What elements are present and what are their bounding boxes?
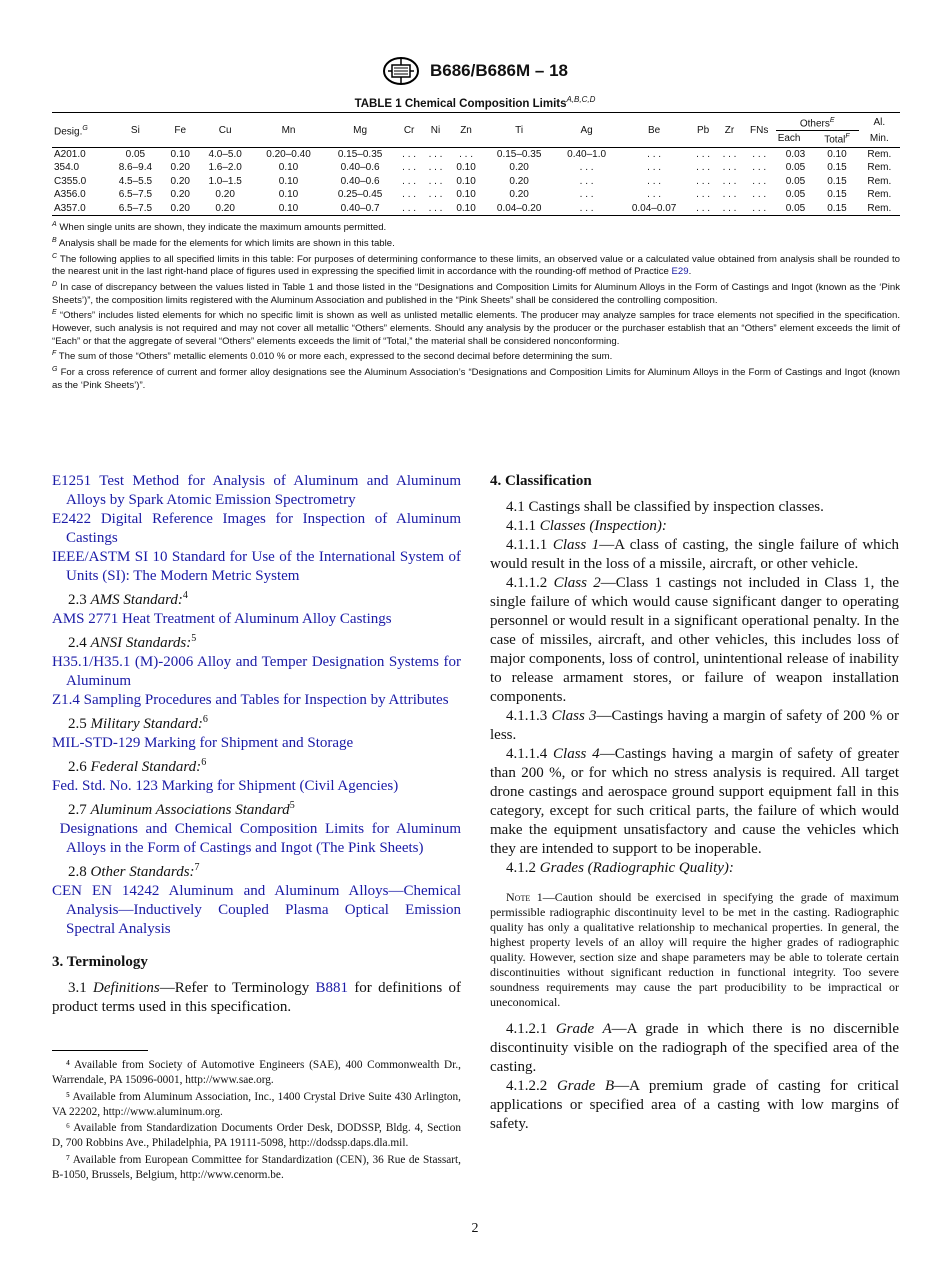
composition-cell: . . .	[696, 148, 711, 160]
composition-cell: 0.10	[456, 202, 476, 214]
ieee-si10-link[interactable]: IEEE/ASTM SI 10	[52, 549, 168, 565]
col-others: Others$^E$	[776, 113, 859, 131]
col-element: Ag	[580, 124, 593, 136]
col-element: Pb	[696, 124, 710, 136]
col-element: Fe	[174, 124, 187, 136]
composition-cell: 0.05	[785, 189, 806, 201]
section-3-heading: 3. Terminology	[52, 954, 148, 970]
composition-cell: 0.05	[125, 148, 146, 160]
footnote-4: ⁴ Available from Society of Automotive Engineers (SAE), 400 Commonwealth Dr., Warrendale, PA 15096-0001, http://www.sae.org.	[52, 1059, 461, 1087]
alloy-designation-cell: A201.0	[54, 148, 86, 160]
section-4-1: 4.1 Castings shall be classified by inspection classes.	[506, 499, 824, 515]
alloy-designation-cell: C355.0	[54, 175, 87, 187]
alloy-designation-cell: 354.0	[54, 162, 80, 174]
composition-cell: 0.25–0.45	[337, 189, 383, 201]
composition-cell: . . .	[696, 202, 711, 214]
right-column	[490, 472, 899, 1134]
col-element: Zn	[460, 124, 472, 136]
reference-z14: Z1.4 Sampling Procedures and Tables for Inspection by Attributes	[52, 692, 449, 708]
reference-ams-2771: AMS 2771 Heat Treatment of Aluminum Alloy Castings	[52, 611, 392, 627]
footnote-7: ⁷ Available from European Committee for Standardization (CEN), 36 Rue de Stassart, B-1050, Brussels, Belgium, http://www.cenorm.be.	[52, 1153, 461, 1182]
section-4-1-2-2: 4.1.2.2 Grade B—A premium grade of casting for critical applications or specified area of a casting with low margins of safety.	[490, 1078, 899, 1132]
composition-cell: Rem.	[867, 148, 892, 160]
composition-cell: . . .	[579, 202, 594, 214]
footnotes	[52, 1058, 461, 1184]
section-2-8: 2.8 Other Standards:$^7$	[68, 862, 200, 880]
col-element: Cr	[403, 124, 415, 136]
table-footnotes	[52, 219, 900, 392]
composition-cell: . . .	[402, 202, 417, 214]
page-header	[0, 56, 950, 86]
col-element: Be	[647, 124, 661, 136]
alloy-designation-cell: A356.0	[54, 189, 86, 201]
section-4-1-2: 4.1.2 Grades (Radiographic Quality):	[506, 860, 734, 876]
composition-cell: . . .	[752, 202, 767, 214]
composition-cell: 0.20	[509, 162, 529, 174]
composition-cell: 0.10	[456, 162, 476, 174]
composition-cell: 0.10	[170, 148, 190, 160]
composition-cell: 0.20	[170, 162, 190, 174]
section-4-1-2-1: 4.1.2.1 Grade A—A grade in which there is no discernible discontinuity visible on the radiograph of the specified area of the casting.	[490, 1021, 900, 1075]
table-row	[52, 161, 900, 175]
composition-cell: . . .	[402, 148, 417, 160]
footnote-divider	[52, 1050, 148, 1051]
composition-cell: . . .	[752, 175, 767, 187]
composition-cell: 0.15	[827, 189, 847, 201]
composition-cell: 1.0–1.5	[208, 175, 242, 187]
chemical-composition-table	[52, 112, 900, 216]
table-title: TABLE 1 Chemical Composition Limits$^{A,B,C,D}$	[354, 95, 596, 110]
composition-cell: . . .	[647, 189, 662, 201]
col-al-min: Min.	[869, 132, 889, 144]
footnote-6: ⁶ Available from Standardization Documents Order Desk, DODSSP, Bldg. 4, Section D, 700 Robbins Ave., Philadelphia, PA 19111-5098, http://dodssp.daps.dla.mil.	[52, 1122, 461, 1150]
composition-cell: . . .	[696, 189, 711, 201]
col-element: Ti	[515, 124, 524, 136]
section-4-heading: 4. Classification	[490, 473, 592, 489]
composition-cell: . . .	[722, 202, 737, 214]
composition-cell: 0.20	[509, 189, 529, 201]
composition-cell: . . .	[722, 175, 737, 187]
composition-cell: 0.05	[785, 202, 806, 214]
composition-cell: . . .	[647, 148, 662, 160]
composition-cell: . . .	[696, 162, 711, 174]
composition-cell: 0.40–0.7	[340, 202, 380, 214]
composition-cell: . . .	[428, 202, 443, 214]
composition-cell: . . .	[752, 189, 767, 201]
composition-cell: . . .	[722, 189, 737, 201]
composition-cell: . . .	[402, 189, 417, 201]
composition-cell: . . .	[428, 175, 443, 187]
table-row	[52, 175, 900, 189]
col-element: Mg	[353, 124, 368, 136]
composition-cell: . . .	[752, 162, 767, 174]
table-note-d: $^D$ In case of discrepancy between the values listed in Table 1 and those listed in the “Designations and Composition Limits for Aluminum Alloys in the Form of Castings and Ingot (known as the ‘Pink Sheets’)”, the composition limits registered with the Aluminum Association and published in the “Pink Sheets” shall be considered the controlling composition.	[52, 280, 900, 306]
composition-cell: . . .	[428, 189, 443, 201]
composition-cell: 0.20	[170, 189, 190, 201]
composition-cell: . . .	[647, 162, 662, 174]
composition-cell: 0.10	[278, 175, 299, 187]
composition-cell: 0.20	[215, 189, 235, 201]
astm-logo-icon	[382, 56, 420, 86]
composition-cell: 1.6–2.0	[208, 162, 242, 174]
b881-link[interactable]: B881	[315, 980, 349, 996]
composition-cell: 0.10	[278, 189, 299, 201]
composition-cell: 0.40–1.0	[567, 148, 607, 160]
composition-cell: 0.40–0.6	[340, 162, 380, 174]
table-note-f: $^F$ The sum of those “Others” metallic elements 0.010 % or more each, expressed to the second decimal before determining the sum.	[52, 350, 613, 363]
col-desig: Desig.$^G$	[54, 125, 88, 138]
composition-cell: 0.40–0.6	[340, 175, 380, 187]
table-row	[52, 202, 900, 216]
reference-e2422: E2422 Digital Reference Images for Inspection of Aluminum Castings	[52, 511, 462, 546]
section-2-6: 2.6 Federal Standard:$^6$	[68, 757, 207, 775]
composition-cell: 0.05	[785, 162, 806, 174]
composition-cell: Rem.	[867, 202, 892, 214]
composition-cell: 0.10	[456, 189, 476, 201]
composition-cell: 8.6–9.4	[118, 162, 153, 174]
composition-cell: 0.15–0.35	[337, 148, 383, 160]
composition-cell: 0.15	[827, 162, 847, 174]
document-designation: B686/B686M – 18	[430, 61, 568, 80]
composition-cell: 0.04–0.20	[496, 202, 542, 214]
composition-cell: 0.10	[456, 175, 476, 187]
section-4-1-1-3: 4.1.1.3 Class 3—Castings having a margin of safety of 200 % or less.	[490, 708, 899, 743]
composition-cell: 0.10	[278, 202, 299, 214]
aa-pink-sheets-link[interactable]: Designations and Chemical Composition Limits for Aluminum Alloys in the Form of Castings and Ingot (The Pink Sheets)	[59, 821, 462, 856]
composition-cell: . . .	[647, 175, 662, 187]
reference-aa-pink-sheets	[52, 820, 461, 858]
composition-cell: 0.15	[827, 175, 847, 187]
section-2-7: 2.7 Aluminum Associations Standard$^5$	[68, 800, 295, 818]
col-others-each: Each	[777, 132, 801, 144]
composition-cell: 4.5–5.5	[118, 175, 153, 187]
h35-link[interactable]: H35.1/H35.1 (M)-2006	[52, 654, 194, 670]
ams-2771-link[interactable]: AMS 2771	[52, 611, 119, 627]
composition-cell: . . .	[428, 148, 443, 160]
section-3-1: 3.1 Definitions—Refer to Terminology B881 for definitions of product terms used in this specification.	[52, 980, 462, 1015]
cen-en-14242-link[interactable]: CEN EN 14242	[52, 883, 160, 899]
reference-mil-std-129: MIL-STD-129 Marking for Shipment and Storage	[52, 735, 354, 751]
section-4-1-1-4: 4.1.1.4 Class 4—Castings having a margin of safety of greater than 200 %, or for which no stress analysis is required. All target drone castings and aerospace ground support equipment fall in this category, except for such critical parts, the failure of which would make the equipment unsatisfactory and cause the vehicles which they are intended to support to be inoperable.	[490, 746, 900, 857]
composition-cell: 0.20	[170, 175, 190, 187]
composition-cell: 0.20	[509, 175, 529, 187]
composition-cell: . . .	[428, 162, 443, 174]
composition-cell: 0.10	[278, 162, 299, 174]
reference-e1251: E1251 Test Method for Analysis of Aluminum and Aluminum Alloys by Spark Atomic Emission Spectrometry	[52, 473, 461, 508]
page-number: 2	[471, 1221, 479, 1236]
mil-std-129-link[interactable]: MIL-STD-129	[52, 735, 141, 751]
col-element: Ni	[430, 124, 441, 136]
z14-link[interactable]: Z1.4	[52, 692, 80, 708]
composition-cell: 0.20	[170, 202, 190, 214]
e2422-link[interactable]: E2422	[52, 511, 92, 527]
composition-cell: 0.20	[215, 202, 235, 214]
section-2-3: 2.3 AMS Standard:$^4$	[68, 590, 188, 608]
alloy-designation-cell: A357.0	[54, 202, 86, 214]
composition-cell: 0.03	[785, 148, 806, 160]
col-element: Zr	[724, 124, 735, 136]
composition-cell: . . .	[579, 189, 594, 201]
composition-cell: 0.20–0.40	[266, 148, 311, 160]
footnote-5: ⁵ Available from Aluminum Association, Inc., 1400 Crystal Drive Suite 430 Arlington, VA 22202, http://www.aluminum.org.	[52, 1090, 461, 1118]
table-note-e: $^E$ “Others” includes listed elements for which no specific limit is shown as well as unlisted metallic elements. The producer may analyze samples for trace elements not specified in the specification. However, such analysis is not required and may not cover all metallic “Others” elements. Should any analysis by the producer or the purchaser establish that an “Others” element exceeds the limit of “Each” or that the aggregate of several “Others” elements exceeds the limit of “Total,” the material shall be considered nonconforming.	[52, 309, 900, 347]
table-note-b: $^B$ Analysis shall be made for the elements for which limits are shown in this table.	[52, 236, 395, 249]
composition-cell: . . .	[722, 162, 737, 174]
composition-cell: 0.10	[827, 148, 847, 160]
e1251-link[interactable]: E1251	[52, 473, 92, 489]
composition-cell: Rem.	[867, 189, 892, 201]
composition-cell: 4.0–5.0	[208, 148, 242, 160]
table-note-g: $^G$ For a cross reference of current and former alloy designations see the Aluminum Association’s “Designations and Composition Limits for Aluminum Alloys in the Form of Castings and Ingot (known as the ‘Pink Sheets’)”.	[52, 366, 900, 391]
col-element: Mn	[281, 124, 296, 136]
col-others-total: Total$^F$	[824, 133, 850, 146]
col-element: Si	[130, 124, 140, 136]
composition-cell: . . .	[402, 162, 417, 174]
col-al: Al.	[873, 116, 886, 128]
composition-cell: . . .	[579, 162, 594, 174]
reference-h35: H35.1/H35.1 (M)-2006 Alloy and Temper Designation Systems for Aluminum	[52, 654, 461, 689]
left-column	[52, 472, 461, 1017]
col-element: FNs	[750, 124, 769, 136]
composition-cell: . . .	[459, 148, 473, 160]
reference-fed-std-123: Fed. Std. No. 123 Marking for Shipment (Civil Agencies)	[52, 778, 399, 794]
composition-cell: 0.05	[785, 175, 806, 187]
composition-cell: . . .	[696, 175, 711, 187]
composition-cell: . . .	[722, 148, 737, 160]
table-note-a: $^A$ When single units are shown, they indicate the maximum amounts permitted.	[52, 221, 387, 234]
section-4-1-1-2: 4.1.1.2 Class 2—Class 1 castings not included in Class 1, the single failure of which would cause significant danger to operating personnel or would result in a significant operational penalty. In the case of missiles, aircraft, and other vehicles, this includes loss of major components, loss of control, unintentional release of inability to release armament stores, or failure of weapon installation components.	[490, 575, 900, 705]
composition-cell: 6.5–7.5	[118, 189, 153, 201]
section-2-5: 2.5 Military Standard:$^6$	[68, 714, 208, 732]
col-element: Cu	[218, 124, 232, 136]
section-4-1-1-1: 4.1.1.1 Class 1—A class of casting, the single failure of which would result in the loss of a missile, aircraft, or other vehicle.	[490, 537, 899, 572]
composition-cell: . . .	[752, 148, 767, 160]
composition-cell: 0.15	[827, 202, 847, 214]
composition-cell: 0.15–0.35	[496, 148, 542, 160]
composition-cell: 0.04–0.07	[631, 202, 677, 214]
table-row	[52, 188, 900, 202]
section-4-1-1: 4.1.1 Classes (Inspection):	[506, 518, 667, 534]
composition-cell: Rem.	[867, 175, 892, 187]
note-1: Note 1—Caution should be exercised in specifying the grade of maximum permissible radiographic discontinuity level to be met in the casting. Radiographic quality has only a qualitative relationship to mechanical properties. In general, the highest property levels of an alloy will require the higher grades of radiographic quality. However, section size and shape parameters may be able to tolerate certain discontinuities without significant reduction in functional integrity. Too severe soundness requirements may cause the part producibility to be impractical or uneconomical.	[490, 890, 899, 1009]
table-row	[52, 147, 900, 161]
composition-cell: . . .	[579, 175, 594, 187]
table-note-c: $^C$ The following applies to all specified limits in this table: For purposes of determining conformance to these limits, an observed value or a calculated value obtained from analysis shall be rounded to the nearest unit in the last right-hand place of figures used in expressing the specified limit in accordance with the rounding-off method of Practice E29.	[52, 252, 900, 278]
practice-e29-link[interactable]: E29	[671, 266, 689, 278]
section-2-4: 2.4 ANSI Standards:$^5$	[68, 633, 197, 651]
composition-cell: . . .	[402, 175, 417, 187]
reference-cen-en-14242: CEN EN 14242 Aluminum and Aluminum Alloys—Chemical Analysis—Inductively Coupled Plasma Optical Emission Spectral Analysis	[52, 883, 461, 937]
composition-cell: Rem.	[867, 162, 892, 174]
reference-ieee-si10: IEEE/ASTM SI 10 Standard for Use of the International System of Units (SI): The Modern Metric System	[52, 549, 461, 584]
table-body	[52, 147, 900, 216]
composition-cell: 6.5–7.5	[118, 202, 153, 214]
fed-std-123-link[interactable]: Fed. Std. No. 123	[52, 778, 158, 794]
